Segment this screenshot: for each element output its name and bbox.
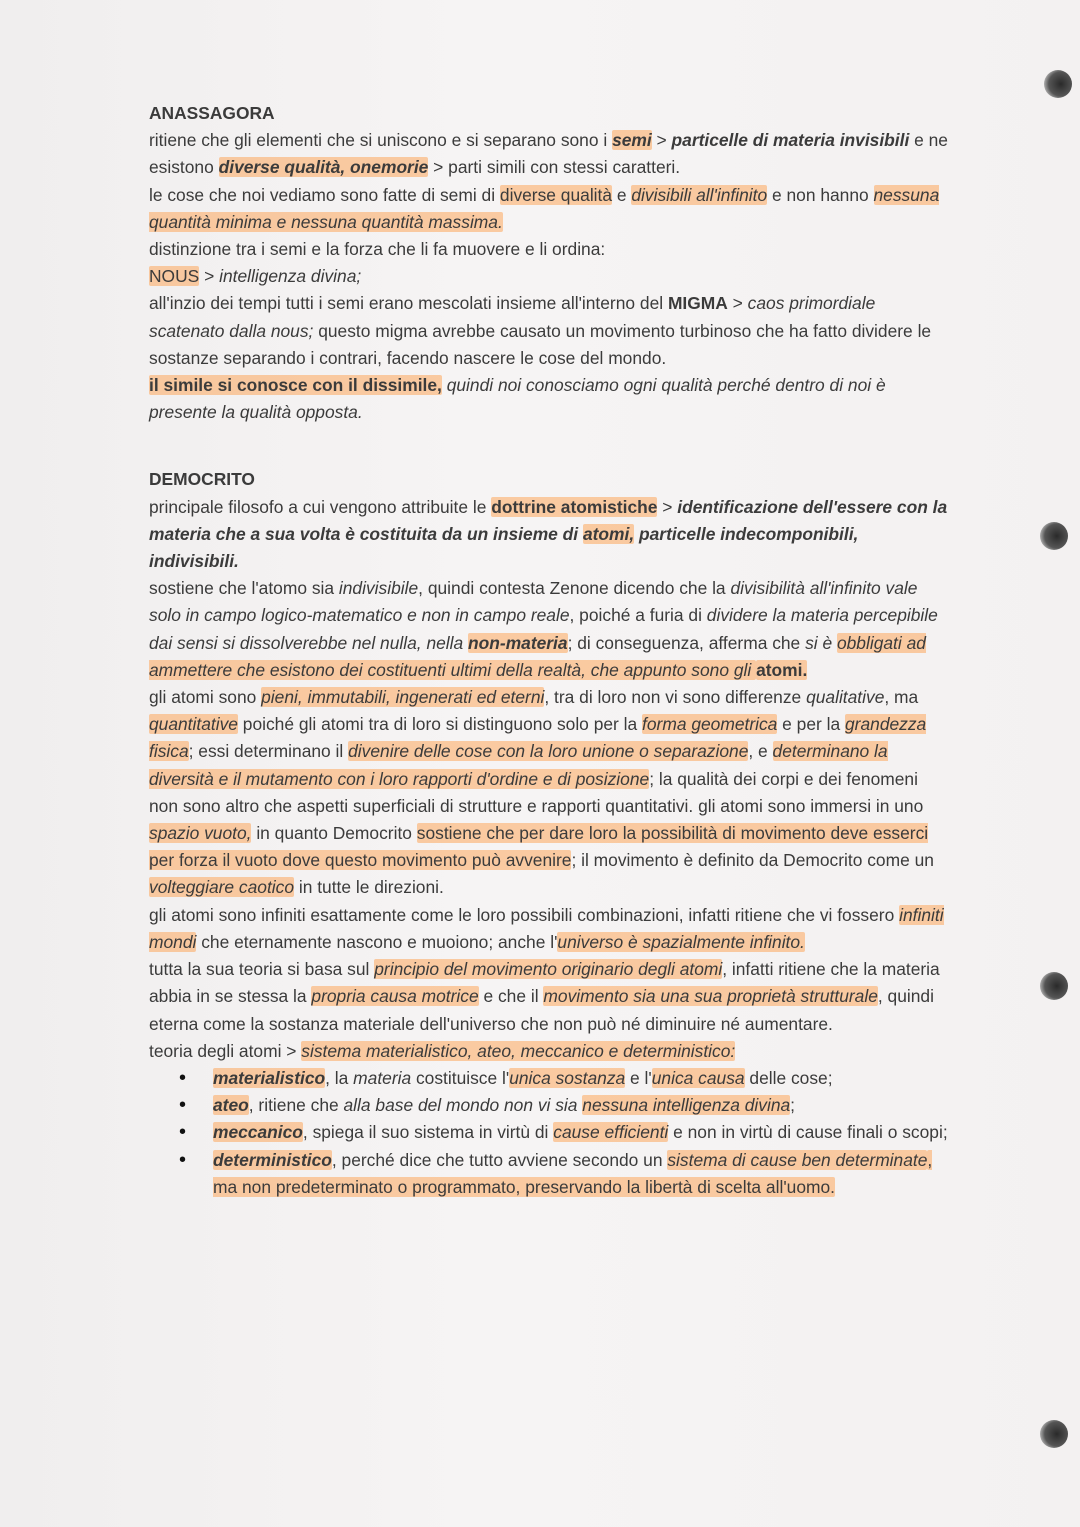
text-run: MIGMA [667, 293, 728, 314]
paragraph [149, 902, 949, 956]
highlighted-text: sistema materialistico, ateo, meccanico e deterministico: [301, 1040, 736, 1061]
text-run: dividere la materia percepibile dai sensi si dissolverebbe nel nulla, nella [149, 605, 938, 653]
list-item [213, 1092, 949, 1119]
highlighted-text: infiniti mondi [149, 904, 944, 952]
text-run: qualitative [806, 687, 885, 708]
text-run: si è [805, 632, 837, 653]
highlighted-text: atomi. [756, 659, 808, 680]
text-run: alla base del mondo non vi sia [343, 1095, 583, 1116]
highlighted-text: grandezza fisica [149, 714, 927, 762]
text-run: costituisce l' [411, 1067, 510, 1088]
highlighted-text: atomi, [582, 523, 635, 544]
text-run: ; essi determinano il [188, 741, 349, 762]
paragraph [149, 575, 949, 684]
text-run: , poiché a furia di [569, 605, 707, 626]
highlighted-text: unica causa [651, 1067, 745, 1088]
highlighted-text: forma geometrica [642, 714, 778, 735]
text-run: identificazione dell'essere con la materia che a sua volta è costituita da un insieme di [149, 496, 948, 544]
paragraph [149, 372, 949, 426]
text-run: , tra di loro non vi sono differenze [544, 687, 807, 708]
notes-content [149, 100, 949, 1201]
text-run: , quindi eterna come la sostanza materiale dell'universo che non può né diminuire né aumentare. [149, 986, 934, 1034]
text-run: intelligenza divina; [219, 266, 362, 287]
text-run: divisibilità all'infinito vale solo in campo logico-matematico e non in campo reale [149, 578, 918, 626]
text-run: particelle di materia invisibili [671, 130, 910, 151]
highlighted-text: il simile si conosce con il dissimile, [149, 375, 442, 396]
text-run: particelle indecomponibili, indivisibili. [149, 523, 859, 572]
text-run: e l' [625, 1067, 652, 1088]
paragraph [149, 1038, 949, 1065]
paragraph [149, 127, 949, 181]
text-run: all'inzio dei tempi tutti i semi erano mescolati insieme all'interno del [149, 293, 668, 314]
text-run: quindi noi conosciamo ogni qualità perché dentro di noi è presente la qualità opposta. [149, 375, 886, 423]
text-run: distinzione tra i semi e la forza che li fa muovere e li ordina: [149, 239, 606, 260]
text-run: che eternamente nascono e muoiono; anche l' [196, 931, 558, 952]
text-run: e ne esistono [149, 130, 948, 178]
paragraph [149, 494, 949, 576]
text-run: ; di conseguenza, afferma che [567, 632, 806, 653]
binder-hole [1040, 522, 1068, 550]
text-run: in quanto Democrito [251, 823, 417, 844]
highlighted-text: movimento sia una sua proprietà strutturale [543, 986, 878, 1007]
highlighted-text: diverse qualità, onemorie [218, 157, 429, 178]
text-run: , e [748, 741, 773, 762]
highlighted-text: semi [612, 130, 652, 151]
section-anassagora [149, 100, 949, 426]
text-run: , quindi contesta Zenone dicendo che la [418, 578, 731, 599]
paragraph [149, 290, 949, 372]
highlighted-text: principio del movimento originario degli atomi [374, 959, 723, 980]
highlighted-text: diverse qualità [499, 184, 613, 205]
section-title: DEMOCRITO [149, 469, 255, 490]
highlighted-text: deterministico [213, 1149, 332, 1170]
highlighted-text: divenire delle cose con la loro unione o separazione [348, 741, 749, 762]
text-run: indivisibile [338, 578, 419, 599]
text-run: ; la qualità dei corpi e dei fenomeni non sono altro che aspetti superficiali di strutture e rapporti quantitativi. gli atomi sono immersi in uno [149, 768, 924, 816]
highlighted-text: nessuna intelligenza divina [582, 1095, 791, 1116]
highlighted-text: universo è spazialmente infinito. [557, 931, 805, 952]
paragraph [149, 263, 949, 290]
section-gap [149, 426, 949, 466]
text-run: , ma [884, 687, 919, 708]
text-run: , perché dice che tutto avviene secondo un [331, 1149, 668, 1170]
text-run: , infatti ritiene che la materia abbia in se stessa la [149, 959, 940, 1007]
highlighted-text: propria causa motrice [311, 986, 479, 1007]
text-run: e non in virtù di cause finali o scopi; [668, 1122, 948, 1143]
section-democrito [149, 466, 949, 1200]
text-run: delle cose; [744, 1067, 833, 1088]
text-run: > [651, 130, 672, 151]
text-run: e non hanno [767, 184, 874, 205]
text-run: sostiene che l'atomo sia [149, 578, 339, 599]
text-run: poiché gli atomi tra di loro si distinguono solo per la [237, 714, 643, 735]
binder-hole [1040, 1420, 1068, 1448]
paragraph [149, 684, 949, 902]
list-item [213, 1065, 949, 1092]
highlighted-text: nessuna quantità minima e nessuna quantità massima. [149, 184, 940, 232]
paragraph [149, 236, 949, 263]
text-run: principale filosofo a cui vengono attribuite le [149, 496, 492, 517]
text-run: le cose che noi vediamo sono fatte di semi di [149, 184, 500, 205]
text-run: > [199, 266, 220, 287]
text-run: e per la [777, 714, 846, 735]
text-run: ; [790, 1095, 796, 1116]
highlighted-text: sistema di cause ben determinate [667, 1149, 928, 1170]
text-run: , spiega il suo sistema in virtù di [302, 1122, 554, 1143]
text-run: gli atomi sono infiniti esattamente come le loro possibili combinazioni, infatti ritiene che vi fossero [149, 904, 900, 925]
text-run: > parti simili con stessi caratteri. [428, 157, 681, 178]
highlighted-text: non-materia [468, 632, 568, 653]
text-run: materia [353, 1067, 412, 1088]
highlighted-text: determinano la diversità e il mutamento con i loro rapporti d'ordine e di posizione [149, 741, 888, 789]
text-run: gli atomi sono [149, 687, 262, 708]
text-run: e [612, 184, 632, 205]
text-run: teoria degli atomi > [149, 1040, 302, 1061]
list-item [213, 1119, 949, 1146]
text-run: ritiene che gli elementi che si uniscono e si separano sono i [149, 130, 613, 151]
highlighted-text: dottrine atomistiche [491, 496, 658, 517]
paragraph [149, 182, 949, 236]
paragraph [149, 956, 949, 1038]
text-run: , ritiene che [248, 1095, 344, 1116]
text-run: , la [325, 1067, 354, 1088]
highlighted-text: sostiene che per dare loro la possibilità di movimento deve esserci per forza il vuoto dove questo movimento può avvenire [149, 823, 929, 871]
highlighted-text: divisibili all'infinito [631, 184, 768, 205]
list-item [213, 1147, 949, 1201]
binder-hole [1040, 972, 1068, 1000]
text-run: ; il movimento è definito da Democrito come un [571, 850, 934, 871]
text-run: > [657, 496, 678, 517]
highlighted-text: , ma non predeterminato o programmato, preservando la libertà di scelta all'uomo. [213, 1149, 933, 1197]
text-run: in tutte le direzioni. [294, 877, 444, 898]
highlighted-text: materialistico [213, 1067, 326, 1088]
text-run: tutta la sua teoria si basa sul [149, 959, 375, 980]
section-title: ANASSAGORA [149, 103, 275, 123]
highlighted-text: NOUS [149, 266, 200, 287]
text-run: e che il [478, 986, 544, 1007]
highlighted-text: pieni, immutabili, ingenerati ed eterni [261, 687, 545, 708]
text-run: > [727, 293, 748, 314]
highlighted-text: cause efficienti [553, 1122, 669, 1143]
highlighted-text: unica sostanza [509, 1067, 626, 1088]
highlighted-text: obbligati ad ammettere che esistono dei costituenti ultimi della realtà, che appunto sono gli [149, 632, 926, 680]
text-run: questo migma avrebbe causato un movimento turbinoso che ha fatto dividere le sostanze separando i contrari, facendo nascere le cose del mondo. [149, 320, 932, 368]
highlighted-text: ateo [213, 1095, 249, 1116]
binder-hole [1044, 70, 1072, 98]
highlighted-text: volteggiare caotico [149, 877, 295, 898]
text-run: caos primordiale scatenato dalla nous; [149, 293, 876, 341]
highlighted-text: meccanico [213, 1122, 303, 1143]
highlighted-text: quantitative [149, 714, 238, 735]
bullet-list [149, 1065, 949, 1201]
highlighted-text: spazio vuoto, [149, 823, 252, 844]
